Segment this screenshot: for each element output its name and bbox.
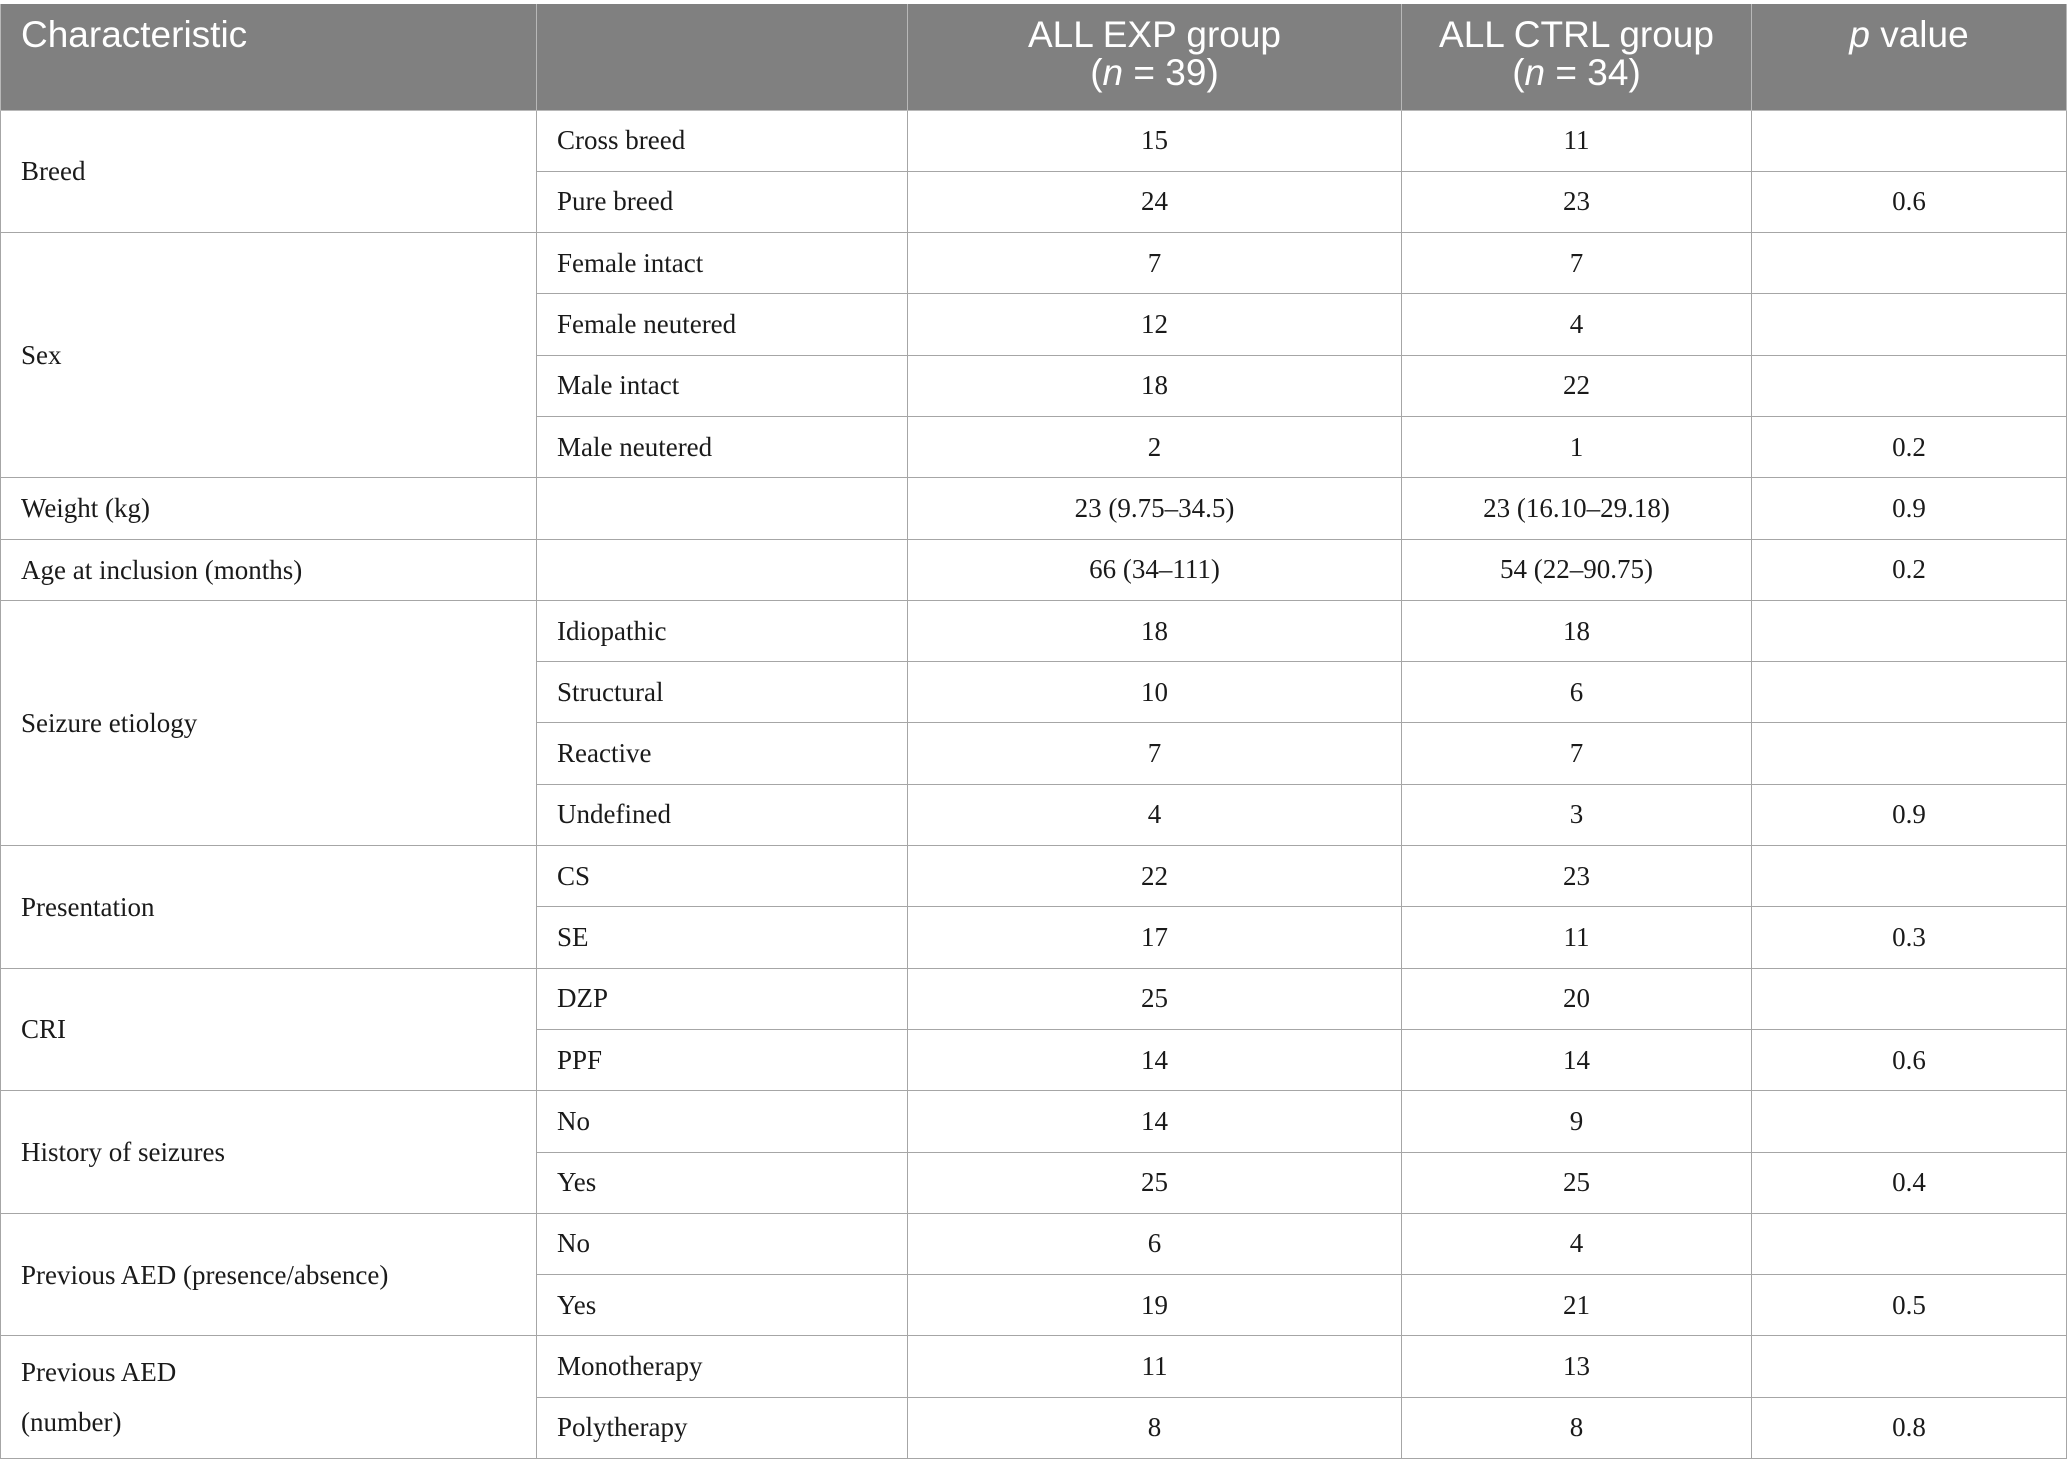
header-exp-group-title: ALL EXP group [1027, 14, 1282, 55]
characteristic-label: Previous AED (presence/absence) [21, 1259, 389, 1290]
subcategory-cell: SE [537, 907, 908, 968]
ctrl-group-cell: 54 (22–90.75) [1402, 539, 1752, 600]
exp-group-cell: 7 [908, 723, 1402, 784]
table-row [1, 1336, 2067, 1397]
exp-group-cell: 8 [908, 1397, 1402, 1458]
exp-group-cell: 18 [908, 355, 1402, 416]
characteristic-cell [1, 1336, 537, 1459]
p-value-cell [1752, 233, 2067, 294]
characteristic-label: Age at inclusion (months) [21, 554, 303, 585]
exp-group-cell: 6 [908, 1213, 1402, 1274]
subcategory-cell: Yes [537, 1152, 908, 1213]
characteristics-table [0, 4, 2067, 1459]
header-subcategory [537, 4, 908, 110]
ctrl-group-cell: 18 [1402, 600, 1752, 661]
ctrl-group-cell: 1 [1402, 416, 1752, 477]
subcategory-cell: Structural [537, 662, 908, 723]
header-ctrl-group-title: ALL CTRL group [1439, 14, 1714, 55]
header-ctrl-group [1402, 4, 1752, 110]
p-value-cell [1752, 355, 2067, 416]
table-row [1, 1091, 2067, 1152]
ctrl-group-cell: 3 [1402, 784, 1752, 845]
p-value-cell [1752, 1091, 2067, 1152]
p-value-cell [1752, 1213, 2067, 1274]
subcategory-cell: DZP [537, 968, 908, 1029]
table-row [1, 600, 2067, 661]
ctrl-group-cell: 13 [1402, 1336, 1752, 1397]
p-value-cell: 0.6 [1752, 1029, 2067, 1090]
subcategory-cell: Male neutered [537, 416, 908, 477]
exp-group-cell: 19 [908, 1275, 1402, 1336]
table-row [1, 539, 2067, 600]
characteristic-label: Previous AED [21, 1357, 177, 1388]
ctrl-group-cell: 8 [1402, 1397, 1752, 1458]
p-value-cell [1752, 294, 2067, 355]
p-value-cell [1752, 846, 2067, 907]
header-p-value: p value [1752, 4, 2067, 110]
ctrl-group-cell: 4 [1402, 294, 1752, 355]
exp-group-cell: 4 [908, 784, 1402, 845]
p-value-cell [1752, 723, 2067, 784]
header-row [1, 4, 2067, 110]
subcategory-cell: Cross breed [537, 110, 908, 171]
ctrl-group-cell: 20 [1402, 968, 1752, 1029]
characteristic-label: Weight (kg) [21, 493, 151, 524]
p-value-cell: 0.5 [1752, 1275, 2067, 1336]
subcategory-cell: Female intact [537, 233, 908, 294]
ctrl-group-cell: 7 [1402, 233, 1752, 294]
exp-group-cell: 2 [908, 416, 1402, 477]
characteristic-label: Sex [21, 340, 62, 371]
header-ctrl-group-count: (n = 34) [1512, 52, 1641, 93]
ctrl-group-cell: 22 [1402, 355, 1752, 416]
p-value-cell: 0.4 [1752, 1152, 2067, 1213]
exp-group-cell: 15 [908, 110, 1402, 171]
characteristic-cell [1, 110, 537, 233]
header-exp-group [908, 4, 1402, 110]
p-value-cell: 0.2 [1752, 416, 2067, 477]
subcategory-cell: Undefined [537, 784, 908, 845]
characteristic-cell [1, 539, 537, 600]
characteristic-label: (number) [21, 1407, 122, 1438]
p-value-cell [1752, 600, 2067, 661]
table-row [1, 968, 2067, 1029]
exp-group-cell: 10 [908, 662, 1402, 723]
exp-group-cell: 22 [908, 846, 1402, 907]
characteristic-label: History of seizures [21, 1137, 225, 1168]
characteristic-label: Presentation [21, 891, 155, 922]
ctrl-group-cell: 14 [1402, 1029, 1752, 1090]
p-value-cell: 0.9 [1752, 478, 2067, 539]
table-row [1, 846, 2067, 907]
characteristic-label: CRI [21, 1014, 67, 1045]
characteristic-label: Breed [21, 156, 86, 187]
exp-group-cell: 11 [908, 1336, 1402, 1397]
subcategory-cell: PPF [537, 1029, 908, 1090]
ctrl-group-cell: 23 [1402, 846, 1752, 907]
exp-group-cell: 14 [908, 1029, 1402, 1090]
p-value-cell: 0.8 [1752, 1397, 2067, 1458]
subcategory-cell [537, 478, 908, 539]
characteristic-label: Seizure etiology [21, 707, 198, 738]
ctrl-group-cell: 9 [1402, 1091, 1752, 1152]
p-value-cell [1752, 968, 2067, 1029]
characteristic-cell [1, 1213, 537, 1336]
exp-group-cell: 66 (34–111) [908, 539, 1402, 600]
ctrl-group-cell: 25 [1402, 1152, 1752, 1213]
exp-group-cell: 7 [908, 233, 1402, 294]
exp-group-cell: 23 (9.75–34.5) [908, 478, 1402, 539]
subcategory-cell: No [537, 1091, 908, 1152]
table-row [1, 233, 2067, 294]
ctrl-group-cell: 23 (16.10–29.18) [1402, 478, 1752, 539]
ctrl-group-cell: 7 [1402, 723, 1752, 784]
subcategory-cell: Pure breed [537, 171, 908, 232]
p-value-cell [1752, 662, 2067, 723]
ctrl-group-cell: 11 [1402, 907, 1752, 968]
table-row [1, 478, 2067, 539]
p-value-cell [1752, 110, 2067, 171]
subcategory-cell: No [537, 1213, 908, 1274]
ctrl-group-cell: 6 [1402, 662, 1752, 723]
header-characteristic: Characteristic [1, 4, 537, 110]
p-value-cell [1752, 1336, 2067, 1397]
characteristic-cell [1, 1091, 537, 1214]
exp-group-cell: 14 [908, 1091, 1402, 1152]
subcategory-cell: Reactive [537, 723, 908, 784]
ctrl-group-cell: 23 [1402, 171, 1752, 232]
ctrl-group-cell: 21 [1402, 1275, 1752, 1336]
table-row [1, 1213, 2067, 1274]
exp-group-cell: 17 [908, 907, 1402, 968]
exp-group-cell: 18 [908, 600, 1402, 661]
subcategory-cell: Idiopathic [537, 600, 908, 661]
p-value-cell: 0.9 [1752, 784, 2067, 845]
characteristic-cell [1, 846, 537, 969]
exp-group-cell: 25 [908, 968, 1402, 1029]
subcategory-cell: Monotherapy [537, 1336, 908, 1397]
table-header [1, 4, 2067, 110]
characteristic-cell [1, 478, 537, 539]
table-row [1, 110, 2067, 171]
subcategory-cell: CS [537, 846, 908, 907]
subcategory-cell: Polytherapy [537, 1397, 908, 1458]
subcategory-cell: Yes [537, 1275, 908, 1336]
table-body [1, 110, 2067, 1459]
characteristic-cell [1, 600, 537, 845]
p-value-cell: 0.3 [1752, 907, 2067, 968]
exp-group-cell: 24 [908, 171, 1402, 232]
ctrl-group-cell: 11 [1402, 110, 1752, 171]
subcategory-cell: Female neutered [537, 294, 908, 355]
subcategory-cell [537, 539, 908, 600]
characteristic-cell [1, 233, 537, 478]
header-exp-group-count: (n = 39) [1090, 52, 1219, 93]
p-value-cell: 0.2 [1752, 539, 2067, 600]
ctrl-group-cell: 4 [1402, 1213, 1752, 1274]
exp-group-cell: 12 [908, 294, 1402, 355]
subcategory-cell: Male intact [537, 355, 908, 416]
exp-group-cell: 25 [908, 1152, 1402, 1213]
characteristic-cell [1, 968, 537, 1091]
p-value-cell: 0.6 [1752, 171, 2067, 232]
